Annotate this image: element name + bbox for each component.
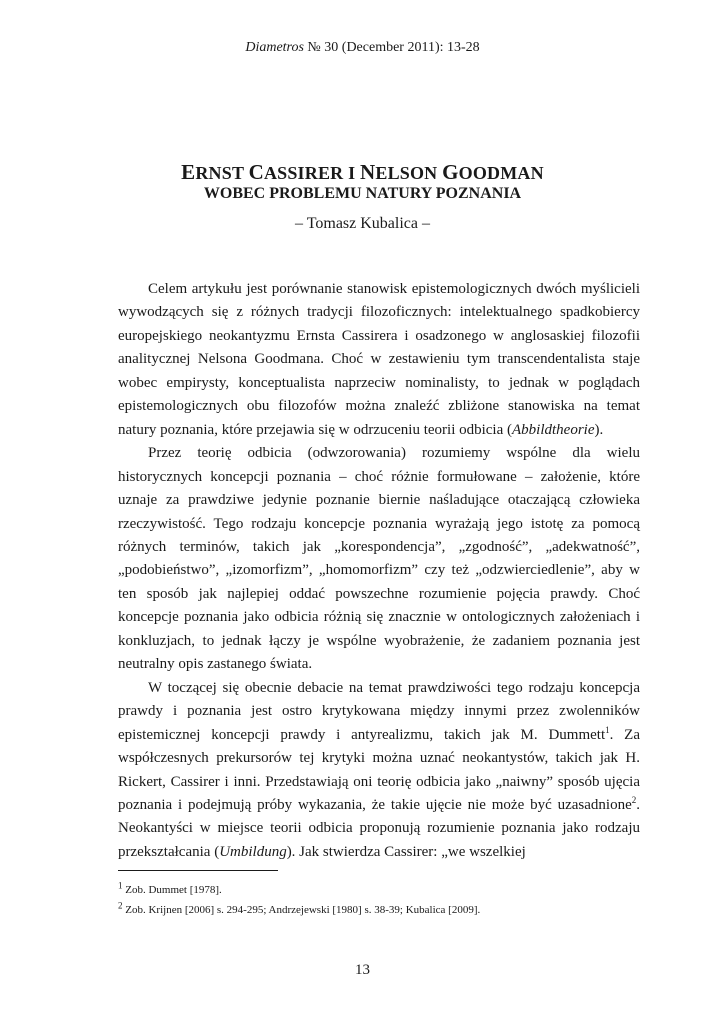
footnote-1 [118,880,640,900]
article-subtitle: WOBEC PROBLEMU NATURY POZNANIA [203,185,522,202]
issue-info: № 30 (December 2011): 13-28 [307,40,480,55]
article-body [118,278,640,864]
paragraph-3-text-d: ). Jak stwierdza Cassirer: „we wszelkiej [286,843,526,860]
title-cap-e: E [181,160,196,184]
paragraph-1-italic: Abbildtheorie [512,421,595,438]
title-rest-c: ASSIRER I [263,163,356,183]
paragraph-3 [118,677,640,865]
title-rest-g: OODMAN [458,163,544,183]
paragraph-1 [118,278,640,442]
footnote-1-number: 1 [118,880,123,891]
title-cap-g: G [442,160,459,184]
title-cap-n: N [359,160,376,184]
footnote-ref-2[interactable]: 2 [631,794,637,805]
footnote-2-text: Zob. Krijnen [2006] s. 294-295; Andrzejewski [1980] s. 38-39; Kubalica [2009]. [125,904,481,916]
footnote-2-number: 2 [118,900,123,911]
article-author: – Tomasz Kubalica – [295,215,430,232]
article-title [0,160,725,185]
paragraph-3-italic: Umbildung [219,843,287,860]
title-rest-n: ELSON [375,163,438,183]
running-header [0,40,725,56]
title-rest-e: RNST [195,163,244,183]
paragraph-1-text-a: Celem artykułu jest porównanie stanowisk epistemologicznych dwóch myślicieli wywodzących się z różnych tradycji filozoficznych: intelektualnego spadkobiercy europejskiego neokantyzmu Ernsta Cassirera i osadzonego w anglosaskiej filozofii analitycznej Nelsona Goodmana. Choć w zestawieniu tym transcendentalista staje wobec empirysty, konceptualista naprzeciw nominalisty, to jednak w poglądach epistemologicznych obu filozofów można znaleźć zbliżone stanowiska na temat natury poznania, które przejawia się w odrzuceniu teorii odbicia ( [118,281,640,438]
title-cap-c: C [248,160,264,184]
paragraph-3-text-c: . Neokantyści w miejsce teorii odbicia proponują rozumienie poznania jako rodzaju przekształcania ( [118,796,640,860]
paragraph-1-text-b: ). [594,421,604,438]
paragraph-3-text-a: W toczącej się obecnie debacie na temat prawdziwości tego rodzaju koncepcja prawdy i poznania jest ostro krytykowana między innymi przez zwolenników epistemicznej koncepcji prawdy i antyrealizmu, takich jak M. Dummett [118,679,640,743]
footnote-divider [118,870,278,871]
paragraph-2: Przez teorię odbicia (odwzorowania) rozumiemy wspólne dla wielu historycznych koncepcji poznania – choć różnie formułowane – założenie, które uznaje za prawdziwe jedynie poznanie biernie naśladujące otaczającą człowieka rzeczywistość. Tego rodzaju koncepcje poznania wyrażają jego istotę za pomocą różnych terminów, takich jak „korespondencja”, „zgodność”, „adekwatność”, „podobieństwo”, „izomorfizm”, „homomorfizm” czy też „odzwierciedlenie”, aby w ten sposób jak najlepiej oddać powszechne rozumienie pojęcia prawdy. Choć koncepcje poznania jako odbicia różnią się znacznie w ontologicznych założeniach i konkluzjach, to jednak łączy je wspólne wyobrażenie, że zadaniem poznania jest neutralny opis zastanego świata. [118,445,640,673]
paragraph-3-text-b: . Za współczesnych prekursorów tej krytyki można uznać neokantystów, takich jak H. Rickert, Cassirer i inni. Przedstawiają oni teorię odbicia jako „naiwny” sposób ujęcia poznania i podejmują próby wykazania, że takie ujęcie nie może być uzasadnione [118,726,640,813]
journal-name: Diametros [245,40,304,55]
footnotes [118,880,640,920]
footnote-ref-1[interactable]: 1 [605,724,610,735]
footnote-2 [118,900,640,920]
page-number: 13 [355,962,370,978]
footnote-1-text: Zob. Dummet [1978]. [125,884,222,896]
